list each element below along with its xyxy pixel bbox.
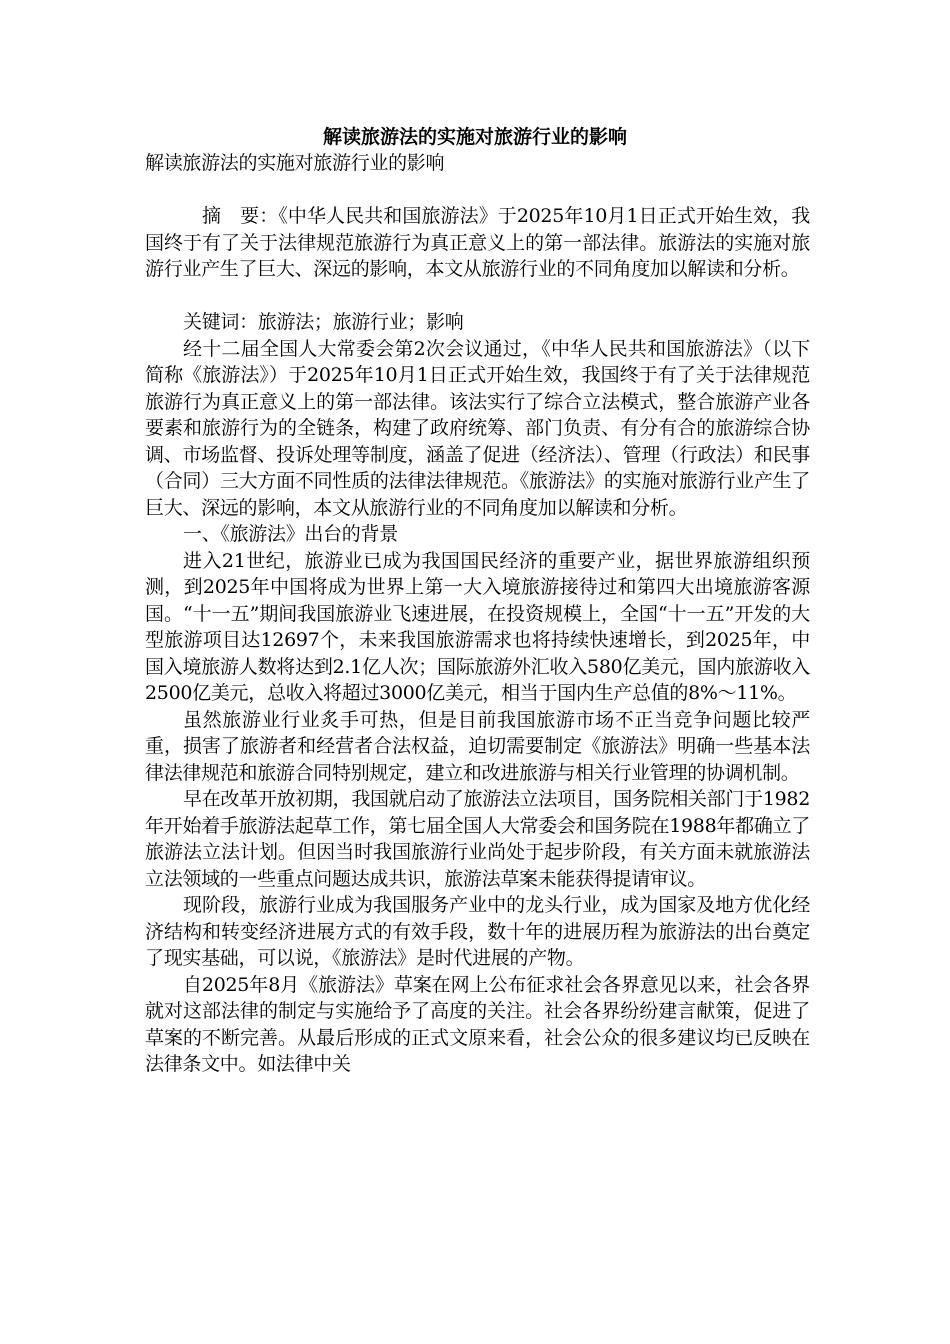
blank-line <box>145 283 810 310</box>
document-body <box>145 150 810 1078</box>
section-heading: 一、《旅游法》出台的背景 <box>183 523 398 545</box>
body-paragraph: 进入21世纪，旅游业已成为我国国民经济的重要产业，据世界旅游组织预测，到2025年中国将成为世界上第一大入境旅游接待过和第四大出境旅游客源国。“十一五”期间我国旅游业飞速进展，在投资规模上，全国“十一五”开发的大型旅游项目达12697个，未来我国旅游需求也将持续快速增长，到2025年，中国入境旅游人数将达到2.1亿人次；国际旅游外汇收入580亿美元，国内旅游收入2500亿美元，总收入将超过3000亿美元，相当于国内生产总值的8%～11%。 <box>145 549 810 704</box>
body-paragraph: 现阶段，旅游行业成为我国服务产业中的龙头行业，成为国家及地方优化经济结构和转变经济进展方式的有效手段，数十年的进展历程为旅游法的出台奠定了现实基础，可以说，《旅游法》是时代进展的产物。 <box>145 894 810 969</box>
body-paragraph: 经十二届全国人大常委会第2次会议通过，《中华人民共和国旅游法》（以下简称《旅游法》）于2025年10月1日正式开始生效，我国终于有了关于法律规范旅游行为真正意义上的第一部法律。该法实行了综合立法模式，整合旅游产业各要素和旅游行为的全链条，构建了政府统筹、部门负责、有分有合的旅游综合协调、市场监督、投诉处理等制度，涵盖了促进（经济法）、管理（行政法）和民事（合同）三大方面不同性质的法律法律规范。《旅游法》的实施对旅游行业产生了巨大、深远的影响，本文从旅游行业的不同角度加以解读和分析。 <box>145 337 810 519</box>
abstract-paragraph: 摘 要：《中华人民共和国旅游法》于2025年10月1日正式开始生效，我国终于有了关于法律规范旅游行为真正意义上的第一部法律。旅游法的实施对旅游行业产生了巨大、深远的影响，本文从旅游行业的不同角度加以解读和分析。 <box>145 205 810 280</box>
body-paragraph: 虽然旅游业行业炙手可热，但是目前我国旅游市场不正当竞争问题比较严重，损害了旅游者和经营者合法权益，迫切需要制定《旅游法》明确一些基本法律法律规范和旅游合同特别规定，建立和改进旅游与相关行业管理的协调机制。 <box>145 708 810 784</box>
document-subtitle: 解读旅游法的实施对旅游行业的影响 <box>145 152 445 174</box>
body-paragraph: 早在改革开放初期，我国就启动了旅游法立法项目，国务院相关部门于1982年开始着手旅游法起草工作，第七届全国人大常委会和国务院在1988年都确立了旅游法立法计划。但因当时我国旅游行业尚处于起步阶段，有关方面未就旅游法立法领域的一些重点问题达成共识，旅游法草案未能获得提请审议。 <box>145 788 810 890</box>
document-title: 解读旅游法的实施对旅游行业的影响 <box>322 126 627 148</box>
blank-line <box>145 177 810 204</box>
keywords-line: 关键词：旅游法；旅游行业；影响 <box>183 311 464 333</box>
body-paragraph: 自2025年8月《旅游法》草案在网上公布征求社会各界意见以来，社会各界就对这部法律的制定与实施给予了高度的关注。社会各界纷纷建言献策，促进了草案的不断完善。从最后形成的正式文原来看，社会公众的很多建议均已反映在法律条文中。如法律中关 <box>145 973 810 1075</box>
